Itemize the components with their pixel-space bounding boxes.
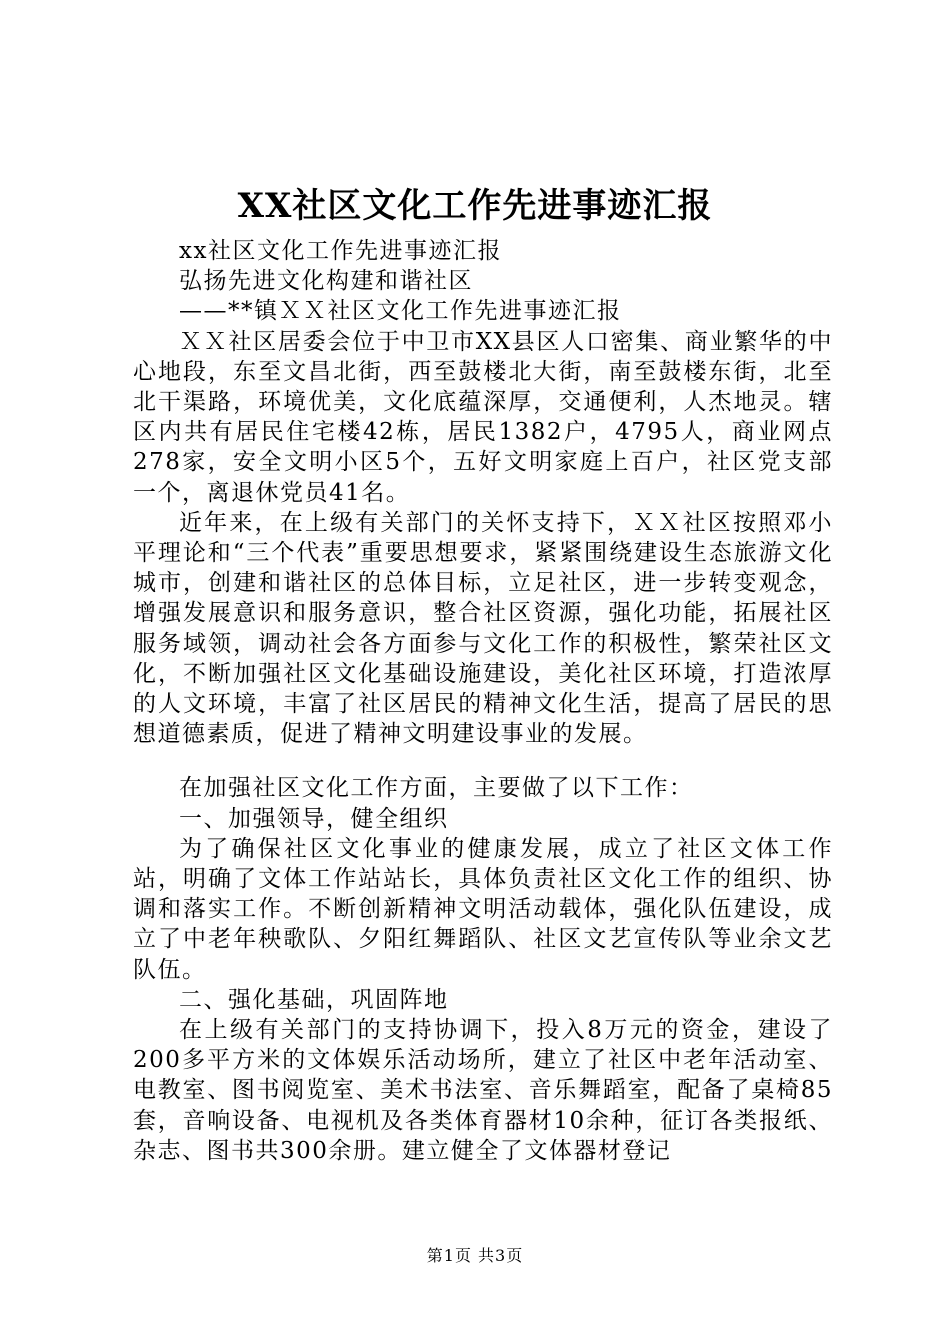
document-body xyxy=(133,236,833,1166)
page-number-footer: 第1页 共3页 xyxy=(426,1246,524,1265)
section-heading: 二、强化基础，巩固阵地 xyxy=(179,986,449,1013)
paragraph: 弘扬先进文化构建和谐社区 xyxy=(179,268,473,295)
paragraph: ——**镇ＸＸ社区文化工作先进事迹汇报 xyxy=(179,298,622,325)
paragraph: xx社区文化工作先进事迹汇报 xyxy=(179,238,502,264)
paragraph: 近年来，在上级有关部门的关怀支持下，ＸＸ社区按照邓小平理论和“三个代表”重要思想要求，紧紧围绕建设生态旅游文化城市，创建和谐社区的总体目标，立足社区，进一步转变观念，增强发展意识和服务意识，整合社区资源，强化功能，拓展社区服务域领，调动社会各方面参与文化工作的积极性，繁荣社区文化，不断加强社区文化基础设施建设，美化社区环境，打造浓厚的人文环境，丰富了社区居民的精神文化生活，提高了居民的思想道德素质，促进了精神文明建设事业的发展。 xyxy=(133,509,833,748)
paragraph: 为了确保社区文化事业的健康发展，成立了社区文体工作站，明确了文体工作站站长，具体负责社区文化工作的组织、协调和落实工作。不断创新精神文明活动载体，强化队伍建设，成立了中老年秧歌队、夕阳红舞蹈队、社区文艺宣传队等业余文艺队伍。 xyxy=(133,835,833,983)
section-heading: 一、加强领导，健全组织 xyxy=(179,805,449,832)
paragraph: 在加强社区文化工作方面，主要做了以下工作： xyxy=(179,775,694,802)
paragraph: ＸＸ社区居委会位于中卫市XX县区人口密集、商业繁华的中心地段，东至文昌北街，西至鼓楼北大街，南至鼓楼东街，北至北干渠路，环境优美，文化底蕴深厚，交通便利，人杰地灵。辖区内共有居民住宅楼42栋，居民1382户，4795人，商业网点278家，安全文明小区5个，五好文明家庭上百户，社区党支部一个，离退休党员41名。 xyxy=(133,328,833,506)
paragraph: 在上级有关部门的支持协调下，投入8万元的资金，建设了200多平方米的文体娱乐活动场所，建立了社区中老年活动室、电教室、图书阅览室、美术书法室、音乐舞蹈室，配备了桌椅85套，音响设备、电视机及各类体育器材10余种，征订各类报纸、杂志、图书共300余册。建立健全了文体器材登记 xyxy=(133,1017,833,1164)
document-title: XX社区文化工作先进事迹汇报 xyxy=(237,186,713,226)
